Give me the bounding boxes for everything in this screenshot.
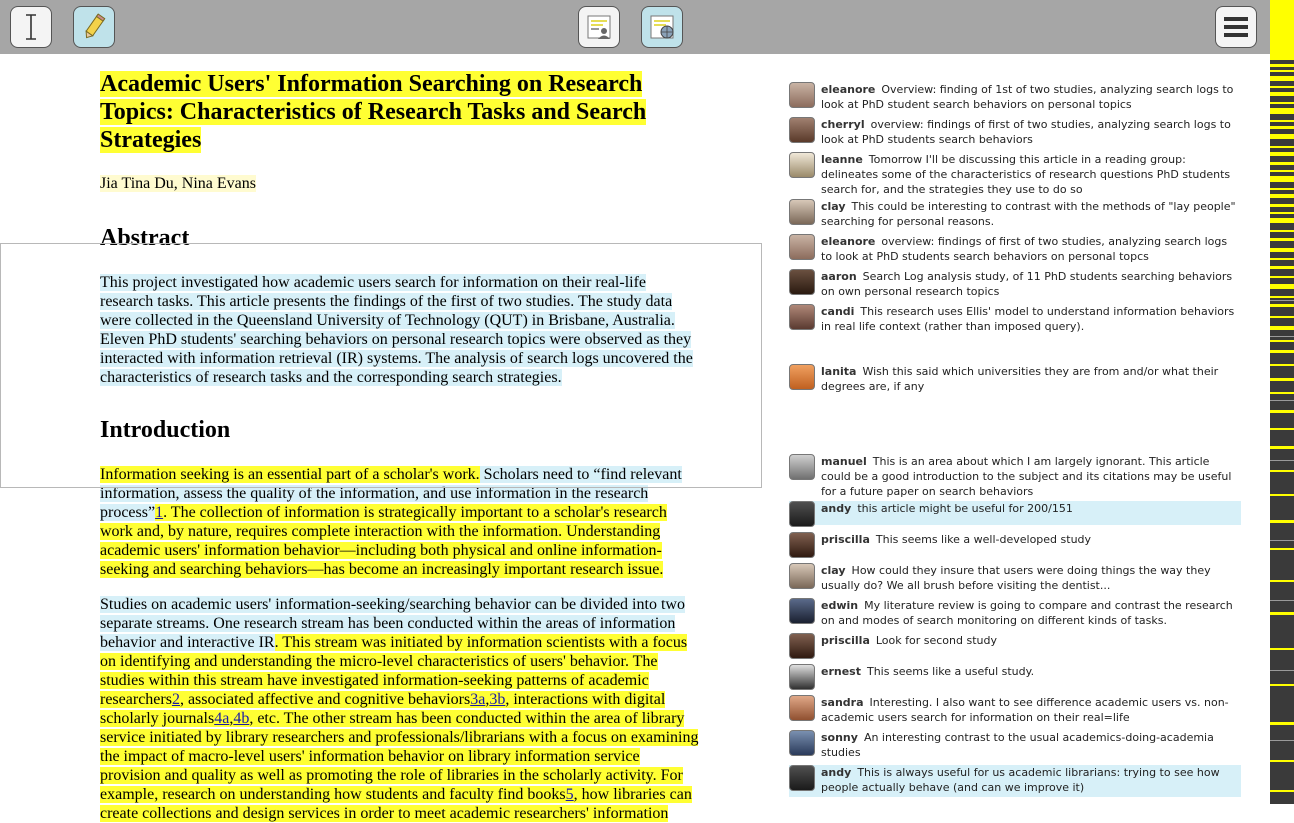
- avatar: [789, 304, 815, 330]
- text-span: . The collection of information is strategically important to a scholar's research: [163, 504, 667, 521]
- annotation-text: Search Log analysis study, of 11 PhD students searching behaviors on own personal research topics: [821, 270, 1233, 298]
- text-span: . This stream was initiated by information scientists with a focus: [274, 634, 688, 651]
- annotation-density-scrollbar[interactable]: [1270, 0, 1294, 804]
- annotation-item[interactable]: [789, 117, 1241, 147]
- abstract-line: interacted with information retrieval (IR) systems. The analysis of search logs uncovered the: [100, 350, 693, 367]
- annotation-user: lanita: [821, 365, 857, 378]
- annotation-text: My literature review is going to compare and contrast the research on and modes of search monitoring on different kinds of tasks.: [821, 599, 1233, 627]
- intro-paragraph-2: Studies on academic users' information-seeking/searching behavior can be divided into two separate streams. One research stream has been conducted within the areas of information behavior and interactive IR. This stream was initiated by information scientists with a focus on identifying and understanding the micro-level characteristics of users' behavior. The studies within this stream have investigated information-seeking patterns of academic researchers2, associated affective and cognitive behaviors3a,3b, interactions with digital scholarly journals4a,4b, etc. The other stream has been conducted within the area of library service initiated by library researchers and professionals/librarians with a focus on examining the impact of macro-level users' information behavior on library information service provision and quality as well as promoting the role of libraries in the scholarly activity. For example, research on understanding how students and faculty find books5, how libraries can create collections and design services in order to meet academic researchers' information: [100, 596, 699, 822]
- annotation-user: priscilla: [821, 634, 870, 647]
- reference-link-4b[interactable]: 4b: [233, 710, 250, 727]
- abstract-heading: Abstract: [100, 225, 190, 251]
- avatar: [789, 199, 815, 225]
- annotation-item[interactable]: [789, 82, 1241, 112]
- abstract-line: research tasks. This article presents the findings of the first of two studies. The study data: [100, 293, 673, 310]
- article-authors: [100, 174, 700, 194]
- intro-paragraph-1: [100, 465, 700, 579]
- annotation-text: Overview: finding of 1st of two studies, analyzing search logs to look at PhD student search behaviors on personal topics: [821, 83, 1234, 111]
- annotation-user: eleanore: [821, 83, 876, 96]
- text-span: Studies on academic users' information-seeking/searching behavior can be divided into two: [100, 596, 685, 613]
- text-span: work and, by nature, requires complete interaction with the information. Understanding: [100, 523, 661, 540]
- annotation-user: andy: [821, 766, 852, 779]
- title-line: Academic Users' Information Searching on Research: [100, 71, 643, 97]
- reference-link-4a[interactable]: 4a: [214, 710, 230, 727]
- text-span: example, research on understanding how students and faculty find books: [100, 786, 566, 803]
- text-span: behavior and interactive IR: [100, 634, 275, 651]
- avatar: [789, 152, 815, 178]
- text-span: create collections and design services in order to meet academic researchers' information: [100, 805, 669, 822]
- text-span: , etc. The other stream has been conducted within the area of library: [249, 710, 685, 727]
- article-body: [100, 70, 700, 823]
- avatar: [789, 501, 815, 527]
- annotation-item[interactable]: [789, 563, 1241, 593]
- annotation-item[interactable]: [789, 695, 1241, 725]
- annotation-item[interactable]: [789, 598, 1241, 628]
- annotation-text: this article might be useful for 200/151: [857, 502, 1073, 515]
- abstract-line: Eleven PhD students' searching behaviors on personal research topics were observed as they: [100, 331, 692, 348]
- text-span: academic users' information behavior—including both physical and online information-: [100, 542, 662, 559]
- text-span: Information seeking is an essential part of a scholar's work.: [100, 466, 480, 483]
- annotation-text: overview: findings of first of two studies, analyzing search logs to look at PhD students search behaviors on personal topcs: [821, 235, 1228, 263]
- menu-button[interactable]: [1215, 6, 1257, 48]
- globe-notes-icon: [647, 12, 677, 42]
- annotation-user: ernest: [821, 665, 861, 678]
- annotation-item-selected[interactable]: [789, 501, 1241, 525]
- annotation-text: This research uses Ellis' model to understand information behaviors in real life context (rather than imposed query).: [821, 305, 1235, 333]
- pencil-icon: [79, 12, 109, 42]
- text-span: provision and quality as well as promoting the role of libraries in the scholarly activity. For: [100, 767, 683, 784]
- annotation-user: sonny: [821, 731, 858, 744]
- annotation-text: This could be interesting to contrast with the methods of "lay people" searching for personal reasons.: [821, 200, 1236, 228]
- reference-link-2[interactable]: 2: [171, 691, 180, 708]
- reference-link-3b[interactable]: 3b: [489, 691, 506, 708]
- text-span: seeking and searching behaviors—has become an increasingly important research issue.: [100, 561, 664, 578]
- annotation-user: clay: [821, 200, 846, 213]
- text-cursor-tool-button[interactable]: [10, 6, 52, 48]
- text-span: process”: [100, 504, 156, 521]
- avatar: [789, 664, 815, 690]
- annotation-user: clay: [821, 564, 846, 577]
- avatar: [789, 269, 815, 295]
- text-span: researchers: [100, 691, 172, 708]
- annotation-item[interactable]: [789, 152, 1241, 196]
- annotation-user: manuel: [821, 455, 867, 468]
- avatar: [789, 598, 815, 624]
- annotation-item[interactable]: [789, 364, 1241, 394]
- abstract-paragraph: [100, 273, 700, 387]
- article-title: [100, 70, 700, 154]
- authors-text: Jia Tina Du, Nina Evans: [100, 175, 256, 192]
- annotation-text: Interesting. I also want to see difference academic users vs. non-academic users search for information on their real=life: [821, 696, 1229, 724]
- avatar: [789, 695, 815, 721]
- annotation-text: This seems like a useful study.: [866, 665, 1035, 678]
- annotation-text: Wish this said which universities they are from and/or what their degrees are, if any: [821, 365, 1219, 393]
- annotation-text: This seems like a well-developed study: [875, 533, 1092, 546]
- avatar: [789, 234, 815, 260]
- annotation-user: aaron: [821, 270, 857, 283]
- avatar: [789, 730, 815, 756]
- user-notes-icon: [584, 12, 614, 42]
- abstract-line: characteristics of research tasks and the corresponding search strategies.: [100, 369, 562, 386]
- annotation-item[interactable]: [789, 532, 1241, 562]
- reference-link-3a[interactable]: 3a: [470, 691, 486, 708]
- text-span: , how libraries can: [573, 786, 692, 803]
- annotation-user: andy: [821, 502, 852, 515]
- annotation-text: overview: findings of first of two studies, analyzing search logs to look at PhD students search behaviors: [821, 118, 1231, 146]
- user-annotations-toggle-button[interactable]: [578, 6, 620, 48]
- text-span: separate streams.: [100, 615, 210, 632]
- annotation-user: leanne: [821, 153, 863, 166]
- text-span: on identifying and understanding the micro-level characteristics of users' behavior. The: [100, 653, 658, 670]
- annotation-user: cherryl: [821, 118, 865, 131]
- avatar: [789, 765, 815, 791]
- text-span: , interactions with digital: [505, 691, 666, 708]
- annotation-item[interactable]: [789, 664, 1241, 694]
- annotation-item[interactable]: [789, 269, 1241, 299]
- annotation-text: Tomorrow I'll be discussing this article in a reading group: delineates some of the characteristics of research questions PhD students search for, and the strategies they use to do so: [821, 153, 1231, 196]
- abstract-line: were collected in the Queensland University of Technology (QUT) in Brisbane, Australia.: [100, 312, 675, 329]
- annotation-text: An interesting contrast to the usual academics-doing-academia studies: [821, 731, 1214, 759]
- text-span: scholarly journals: [100, 710, 215, 727]
- avatar: [789, 117, 815, 143]
- annotation-item[interactable]: [789, 234, 1241, 264]
- avatar: [789, 82, 815, 108]
- reference-link-5[interactable]: 5: [565, 786, 574, 803]
- annotation-user: eleanore: [821, 235, 876, 248]
- text-span: the impact of macro-level users' information behavior on library information service: [100, 748, 640, 765]
- hamburger-menu-icon: [1222, 13, 1250, 41]
- annotation-text: How could they insure that users were doing things the way they usually do? We all brush before visiting the dentist...: [821, 564, 1211, 592]
- public-annotations-toggle-button[interactable]: [641, 6, 683, 48]
- avatar: [789, 633, 815, 659]
- annotation-text: This is always useful for us academic librarians: trying to see how people actually behave (and can we improve it): [821, 766, 1220, 794]
- annotation-user: edwin: [821, 599, 859, 612]
- annotation-item[interactable]: [789, 633, 1241, 663]
- annotation-text: Look for second study: [875, 634, 997, 647]
- annotation-text: This is an area about which I am largely ignorant. This article could be a good introduction to the subject and its citations may be useful for a future paper on search behaviors: [821, 455, 1232, 498]
- avatar: [789, 454, 815, 480]
- text-span: , associated affective and cognitive behaviors: [179, 691, 471, 708]
- title-line: Topics: Characteristics of Research Tasks and Search: [100, 99, 647, 125]
- annotation-item[interactable]: [789, 454, 1241, 498]
- abstract-line: This project investigated how academic users search for information on their real-life: [100, 274, 647, 291]
- annotation-user: sandra: [821, 696, 864, 709]
- annotation-item[interactable]: [789, 199, 1241, 229]
- avatar: [789, 532, 815, 558]
- text-span: information, assess the quality of the information, and use information in the research: [100, 485, 649, 502]
- introduction-heading: Introduction: [100, 417, 231, 443]
- text-cursor-icon: [19, 12, 43, 42]
- title-line: Strategies: [100, 127, 202, 153]
- text-span: Scholars need to “find relevant: [479, 466, 682, 483]
- annotation-user: candi: [821, 305, 855, 318]
- annotation-user: priscilla: [821, 533, 870, 546]
- annotation-item[interactable]: [789, 304, 1241, 334]
- annotation-item-selected[interactable]: [789, 765, 1241, 797]
- avatar: [789, 364, 815, 390]
- top-toolbar: [0, 0, 1270, 54]
- reference-link-1[interactable]: 1: [155, 504, 164, 521]
- avatar: [789, 563, 815, 589]
- text-span: service initiated by library researchers and professionals/librarians with a focus on examining: [100, 729, 699, 746]
- text-span: One research stream has been conducted within the areas of information: [209, 615, 676, 632]
- text-span: studies within this stream have investigated information-seeking patterns of academic: [100, 672, 649, 689]
- annotation-item[interactable]: [789, 730, 1241, 760]
- highlighter-tool-button[interactable]: [73, 6, 115, 48]
